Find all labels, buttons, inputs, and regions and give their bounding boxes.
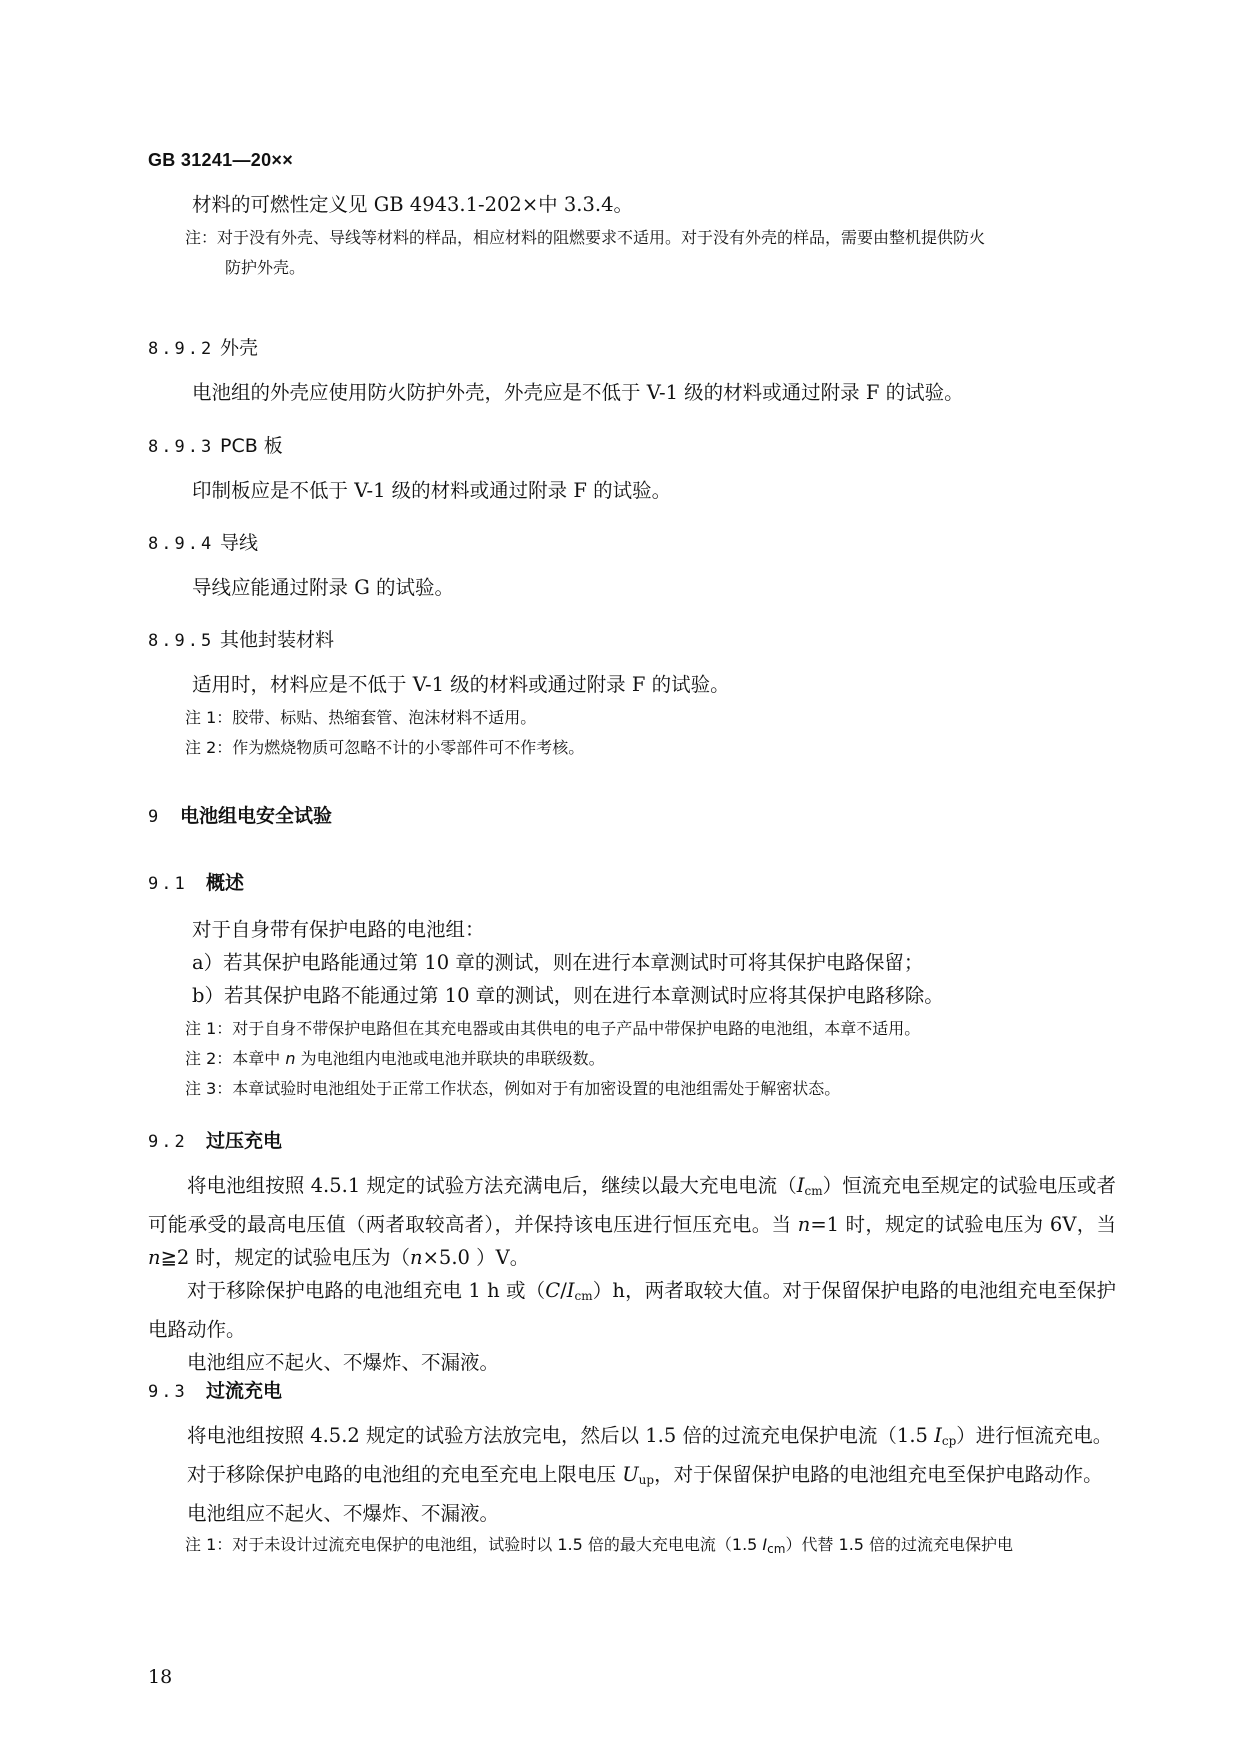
standard-code: GB 31241—20×× xyxy=(148,150,293,170)
section-number: 8.9.3 xyxy=(148,437,215,457)
note-text-cont: 防护外壳。 xyxy=(225,258,306,277)
top-continuation xyxy=(148,188,1116,283)
paragraph-2: 对于移除保护电路的电池组的充电至充电上限电压 $U_{up}$，对于保留保护电路的电池组充电至保护电路动作。 xyxy=(187,1463,1103,1487)
paragraph-1: 将电池组按照 4.5.2 规定的试验方法放完电，然后以 1.5 倍的过流充电保护电流（1.5 $I_{cp}$）进行恒流充电。 xyxy=(187,1424,1113,1448)
note-2: 注 2：本章中 n 为电池组内电池或电池并联块的串联级数。 xyxy=(185,1049,605,1068)
section-title: 外壳 xyxy=(220,337,259,359)
section-8-9-3 xyxy=(148,431,1116,507)
paragraph-2: 对于移除保护电路的电池组充电 1 h 或$(C/I_{cm})h$，两者取较大值。对于保留保护电路的电池组充电至保护电路动作。 xyxy=(148,1279,1117,1341)
section-intro: 对于自身带有保护电路的电池组： xyxy=(192,918,485,941)
paragraph-3: 电池组应不起火、不爆炸、不漏液。 xyxy=(187,1351,500,1374)
section-number: 9.3 xyxy=(148,1382,188,1402)
section-number: 8.9.5 xyxy=(148,631,215,651)
section-number: 8.9.2 xyxy=(148,339,215,359)
section-8-9-2 xyxy=(148,333,1116,409)
note-2: 注 2：作为燃烧物质可忽略不计的小零部件可不作考核。 xyxy=(185,738,585,757)
list-item-a: a）若其保护电路能通过第 10 章的测试，则在进行本章测试时可将其保护电路保留； xyxy=(192,951,924,974)
section-body: 印制板应是不低于 V-1 级的材料或通过附录 F 的试验。 xyxy=(192,479,672,502)
section-body: 适用时，材料应是不低于 V-1 级的材料或通过附录 F 的试验。 xyxy=(192,673,730,696)
note-1: 注 1：对于未设计过流充电保护的电池组，试验时以 1.5 倍的最大充电电流（1.5 $I_{cm}$）代替 1.5 倍的过流充电保护电 xyxy=(185,1535,1014,1556)
note xyxy=(148,223,1116,283)
note-text: 对于没有外壳、导线等材料的样品，相应材料的阻燃要求不适用。对于没有外壳的样品，需要由整机提供防火 xyxy=(217,228,986,247)
note-label: 注： xyxy=(185,228,218,247)
section-body: 电池组的外壳应使用防火防护外壳，外壳应是不低于 V-1 级的材料或通过附录 F 的试验。 xyxy=(192,381,964,404)
note-1: 注 1：对于自身不带保护电路但在其充电器或由其供电的电子产品中带保护电路的电池组，本章不适用。 xyxy=(185,1019,921,1038)
section-title: PCB 板 xyxy=(220,435,283,457)
section-number: 9.2 xyxy=(148,1132,188,1152)
section-9-2 xyxy=(148,1126,1116,1379)
section-title: 概述 xyxy=(206,872,245,894)
section-8-9-5 xyxy=(148,625,1116,763)
paragraph-3: 电池组应不起火、不爆炸、不漏液。 xyxy=(187,1502,500,1525)
section-title: 过流充电 xyxy=(206,1380,283,1402)
section-title: 过压充电 xyxy=(206,1130,283,1152)
section-8-9-4 xyxy=(148,528,1116,604)
paragraph-1: 将电池组按照 4.5.1 规定的试验方法充满电后，继续以最大充电电流$(I_{cm})$恒流充电至规定的试验电压或者可能承受的最高电压值（两者取较高者），并保持该电压进行恒压充电。当 n=1 时，规定的试验电压为 6V，当 n≧2 时，规定的试验电压为（n×5.0 ）V。 xyxy=(148,1174,1116,1269)
section-9 xyxy=(148,801,1116,832)
section-number: 8.9.4 xyxy=(148,534,215,554)
chapter-number: 9 xyxy=(148,807,162,827)
section-title: 导线 xyxy=(220,532,259,554)
flammability-definition: 材料的可燃性定义见 GB 4943.1-202×中 3.3.4。 xyxy=(192,193,633,216)
section-number: 9.1 xyxy=(148,874,188,894)
chapter-title: 电池组电安全试验 xyxy=(180,805,333,827)
section-title: 其他封装材料 xyxy=(220,629,335,651)
section-9-3 xyxy=(148,1376,1116,1564)
note-1: 注 1：胶带、标贴、热缩套管、泡沫材料不适用。 xyxy=(185,708,537,727)
note-3: 注 3：本章试验时电池组处于正常工作状态，例如对于有加密设置的电池组需处于解密状态。 xyxy=(185,1079,841,1098)
list-item-b: b）若其保护电路不能通过第 10 章的测试，则在进行本章测试时应将其保护电路移除。 xyxy=(192,984,944,1007)
section-9-1 xyxy=(148,868,1116,1104)
section-body: 导线应能通过附录 G 的试验。 xyxy=(192,576,454,599)
page-number: 18 xyxy=(148,1666,173,1688)
